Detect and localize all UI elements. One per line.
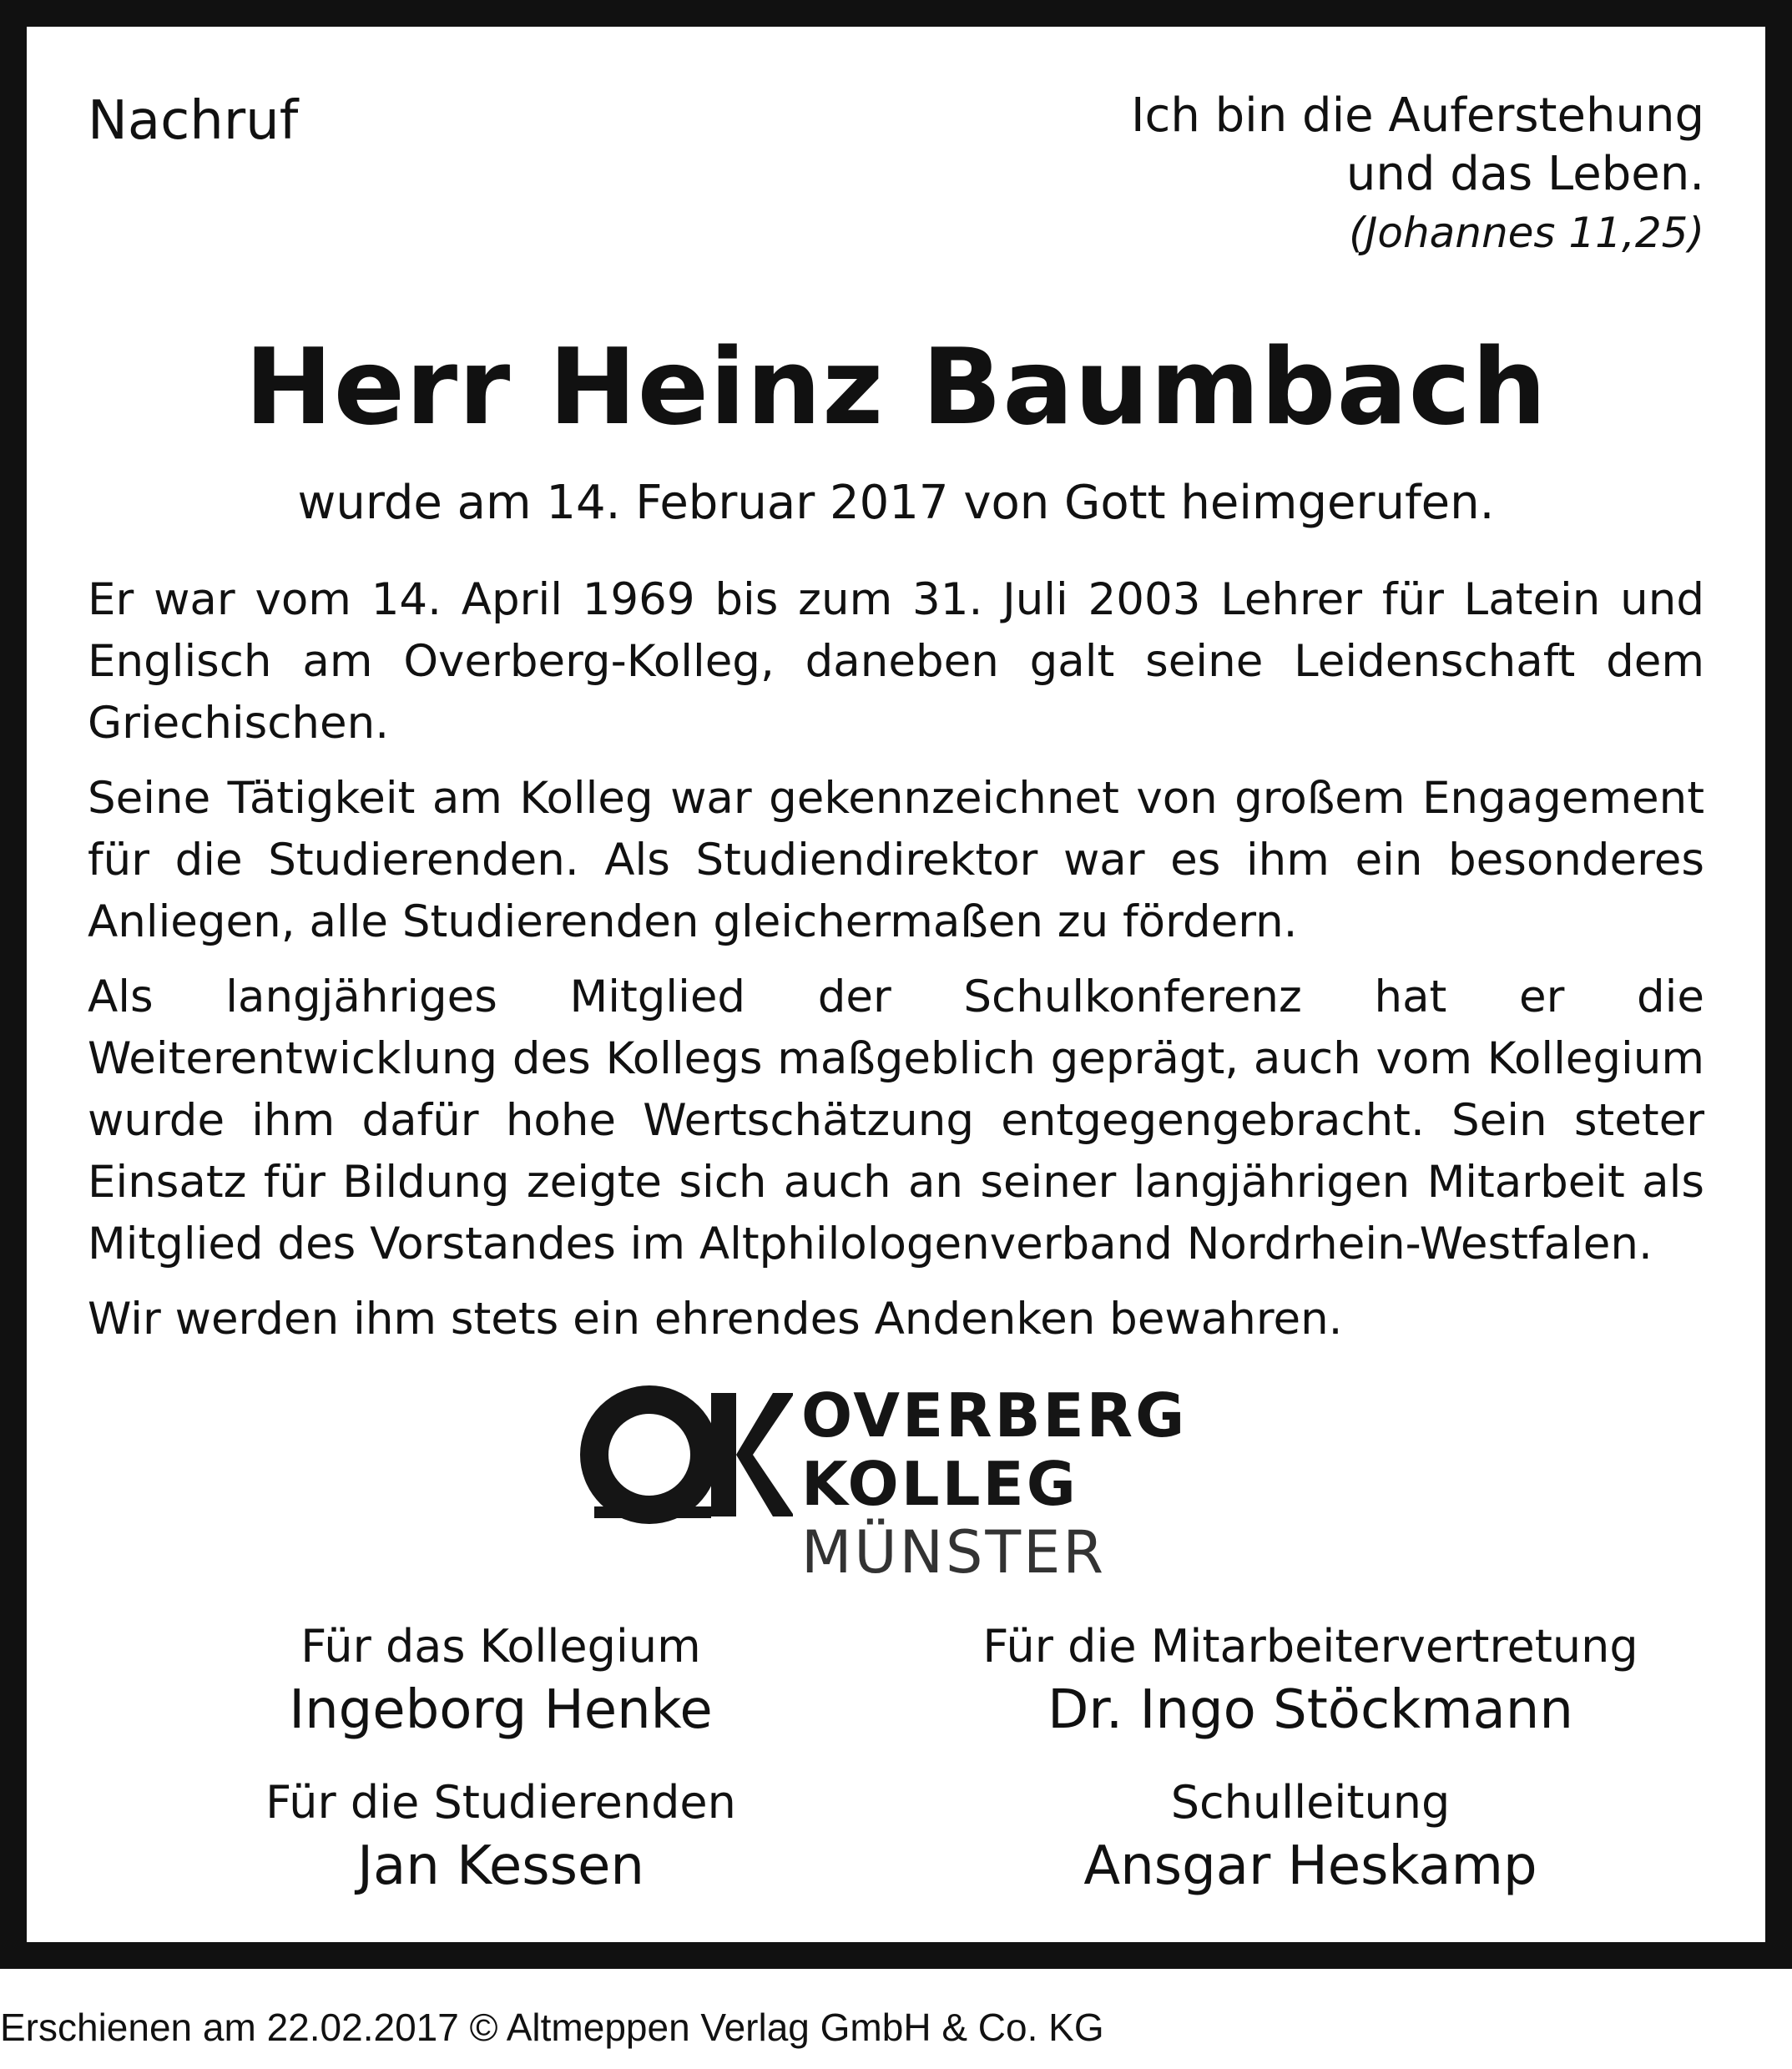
signature-person: Jan Kessen	[357, 1835, 644, 1897]
death-announcement: wurde am 14. Februar 2017 von Gott heimgerufen.	[297, 476, 1495, 530]
logo-wordmark	[801, 1381, 1187, 1587]
signature-role: Schulleitung	[1170, 1776, 1451, 1829]
paragraph-service: Als langjähriges Mitglied der Schulkonferenz hat er die Weiterentwicklung des Kollegs maßgeblich geprägt, auch vom Kollegium wurde ihm dafür hohe Wertschätzung entgegengebracht. Sein steter Einsatz für Bildung zeigte sich auch an seiner langjährigen Mitarbeit als Mitglied des Vorstandes im Altphilologenverband Nordrhein-Westfalen.	[88, 971, 1704, 1269]
signature-role: Für das Kollegium	[300, 1620, 701, 1673]
signature-kollegium	[192, 1619, 810, 1746]
signature-person: Dr. Ingo Stöckmann	[1047, 1679, 1573, 1741]
ok-logo-mark-icon	[576, 1381, 793, 1590]
signature-schulleitung	[952, 1775, 1669, 1902]
overberg-kolleg-logo	[576, 1381, 1219, 1590]
notice-heading: Nachruf	[88, 90, 299, 152]
verse-line-2: und das Leben.	[1345, 147, 1704, 201]
verse-reference: (Johannes 11,25)	[1349, 209, 1704, 257]
signature-role: Für die Studierenden	[265, 1776, 736, 1829]
publication-footer: Erschienen am 22.02.2017 © Altmeppen Verlag GmbH & Co. KG	[0, 2006, 1104, 2049]
verse-line-1: Ich bin die Auferstehung	[1131, 88, 1704, 143]
signature-studierende	[192, 1775, 810, 1902]
signature-person: Ingeborg Henke	[289, 1679, 713, 1741]
deceased-name: Herr Heinz Baumbach	[245, 325, 1547, 448]
logo-line-3: MÜNSTER	[801, 1518, 1107, 1587]
signature-person: Ansgar Heskamp	[1083, 1835, 1537, 1897]
bible-verse	[1131, 87, 1704, 262]
logo-line-1: OVERBERG	[801, 1380, 1188, 1451]
signature-mitarbeitervertretung	[952, 1619, 1669, 1746]
paragraph-closing: Wir werden ihm stets ein ehrendes Andenken bewahren.	[88, 1294, 1343, 1345]
paragraph-career: Er war vom 14. April 1969 bis zum 31. Juli 2003 Lehrer für Latein und Englisch am Overberg-Kolleg, daneben galt seine Leidenschaft dem Griechischen.	[88, 574, 1704, 749]
obituary-body	[88, 569, 1704, 1364]
signature-role: Für die Mitarbeitervertretung	[982, 1620, 1638, 1673]
logo-line-2: KOLLEG	[801, 1449, 1078, 1519]
paragraph-engagement: Seine Tätigkeit am Kolleg war gekennzeichnet von großem Engagement für die Studierenden. Als Studiendirektor war es ihm ein besonderes Anliegen, alle Studierenden gleichermaßen zu fördern.	[88, 773, 1704, 947]
